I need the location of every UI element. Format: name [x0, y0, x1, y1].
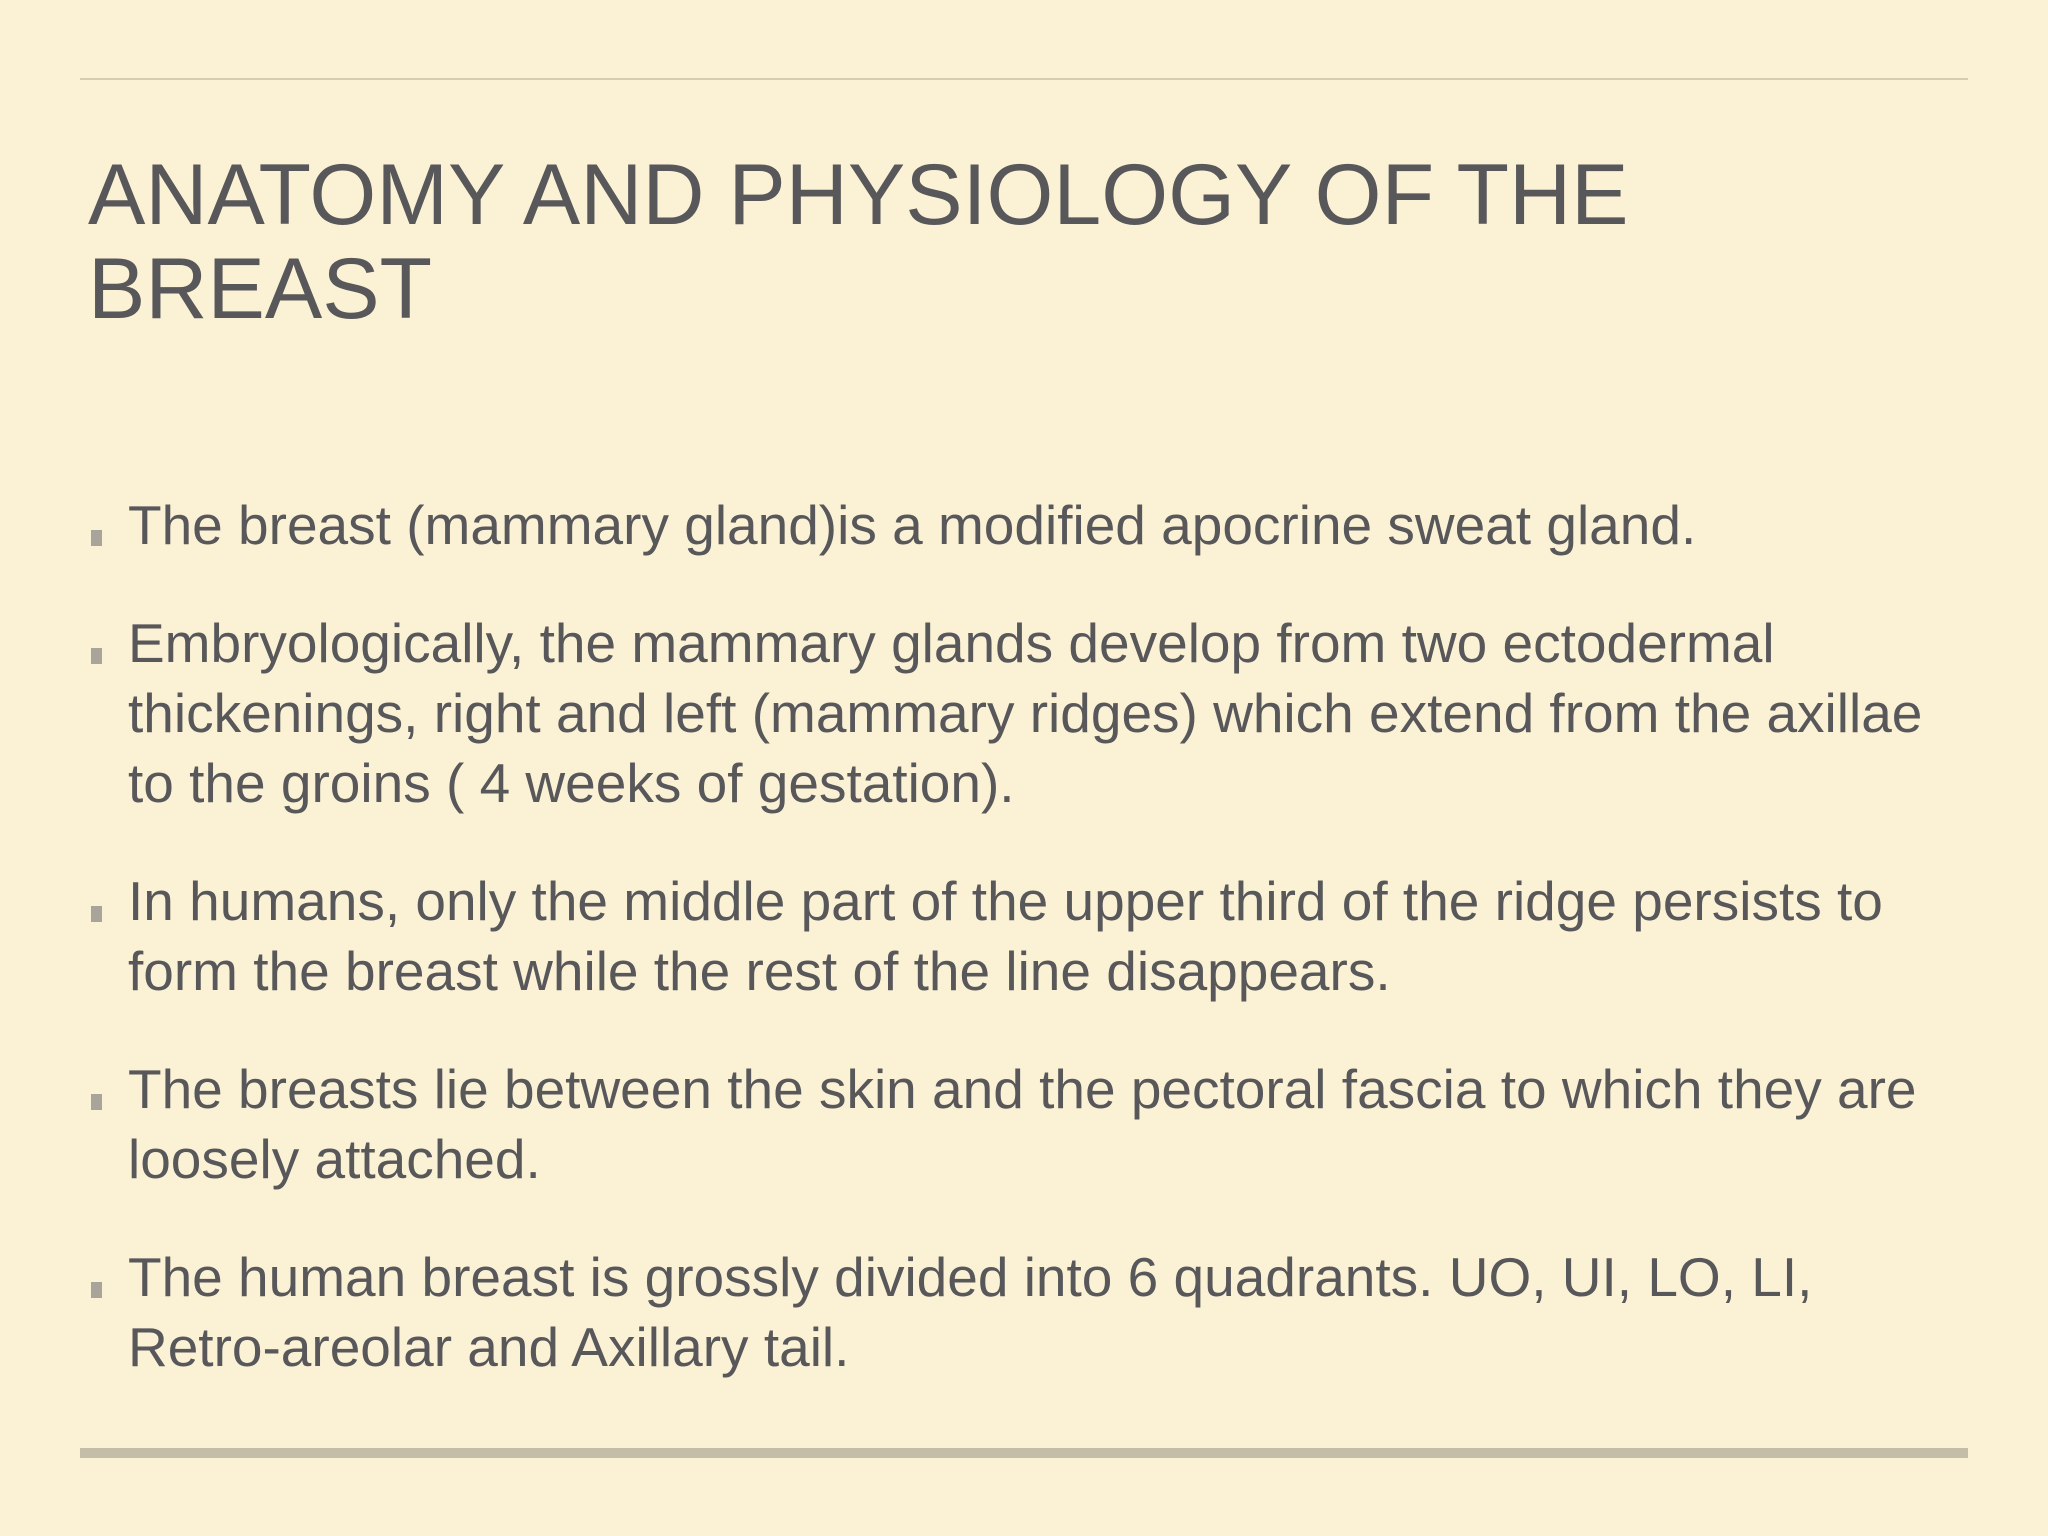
bullet-item [88, 490, 1968, 560]
bullet-item [88, 608, 1968, 818]
bullet-item [88, 1242, 1968, 1382]
bullet-marker-icon [91, 906, 102, 922]
bullet-item [88, 866, 1968, 1006]
bullet-text: Embryologically, the mammary glands develop from two ectodermal thickenings, right and left (mammary ridges) which extend from the axillae to the groins ( 4 weeks of gestation). [128, 612, 1923, 814]
bullet-text: In humans, only the middle part of the upper third of the ridge persists to form the breast while the rest of the line disappears. [128, 870, 1883, 1002]
bullet-text: The breasts lie between the skin and the pectoral fascia to which they are loosely attached. [128, 1058, 1917, 1190]
top-divider [80, 78, 1968, 80]
bullet-marker-icon [91, 1094, 102, 1110]
bullet-marker-icon [91, 1282, 102, 1298]
bullet-marker-icon [91, 648, 102, 664]
slide-title: ANATOMY AND PHYSIOLOGY OF THE BREAST [88, 147, 1629, 337]
bullet-text: The breast (mammary gland)is a modified apocrine sweat gland. [128, 494, 1697, 556]
bottom-divider [80, 1448, 1968, 1458]
bullet-marker-icon [91, 530, 102, 546]
bullet-text: The human breast is grossly divided into 6 quadrants. UO, UI, LO, LI, Retro-areolar and Axillary tail. [128, 1246, 1813, 1378]
bullet-list [88, 490, 1968, 1382]
bullet-item [88, 1054, 1968, 1194]
